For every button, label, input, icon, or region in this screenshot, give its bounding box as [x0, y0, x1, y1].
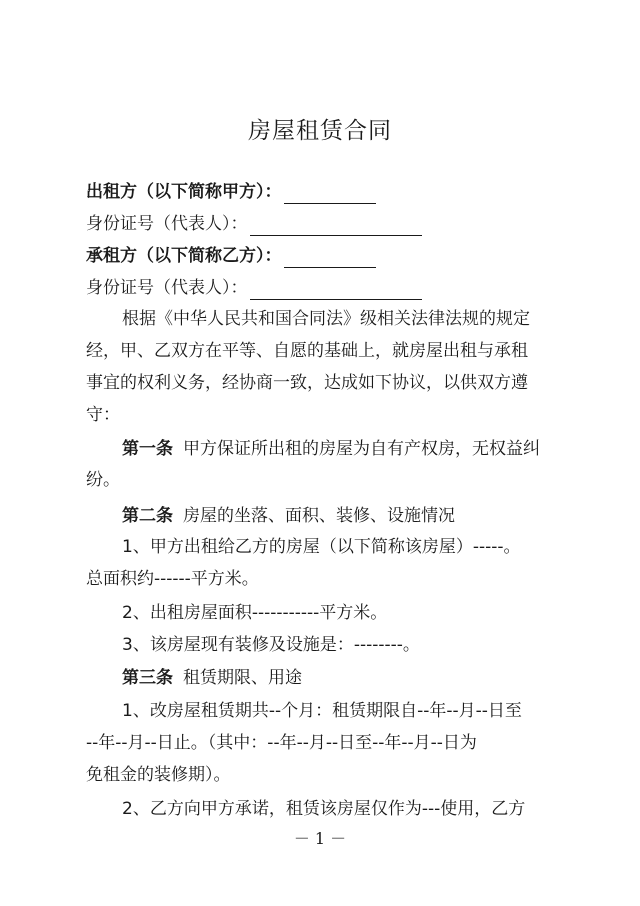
article1-line-2: 纷。 — [86, 470, 120, 490]
article1-line-1 — [122, 437, 540, 461]
lessor-id-blank[interactable] — [250, 217, 422, 236]
article2-heading: 第二条 — [122, 506, 173, 526]
article3-item1-line3: 免租金的装修期）。 — [86, 765, 231, 785]
article1-text: 甲方保证所出租的房屋为自有产权房，无权益纠 — [183, 439, 540, 459]
lessor-id-label: 身份证号（代表人）： — [86, 214, 248, 234]
article2-item2: 2、出租房屋面积-----------平方米。 — [122, 603, 388, 623]
preamble-line-3: 事宜的权利义务，经协商一致，达成如下协议，以供双方遵 — [86, 373, 528, 393]
page-number: － 1 － — [293, 829, 347, 848]
lessor-label: 出租方（以下简称甲方）： — [86, 182, 282, 202]
lessee-id-blank[interactable] — [250, 281, 422, 300]
lessee-id-label: 身份证号（代表人）： — [86, 278, 248, 298]
lessee-line — [86, 244, 376, 268]
article3-heading-line — [122, 666, 302, 690]
article2-item1-line2: 总面积约------平方米。 — [86, 569, 259, 589]
document-title: 房屋租赁合同 — [248, 118, 392, 144]
article3-heading: 第三条 — [122, 668, 173, 688]
article2-item1-line1: 1、甲方出租给乙方的房屋（以下简称该房屋）-----。 — [122, 537, 521, 557]
lessee-id-line — [86, 276, 422, 300]
article3-item1-line1: 1、改房屋租赁期共--个月：租赁期限自--年--月--日至 — [122, 701, 522, 721]
lessee-blank[interactable] — [284, 249, 376, 268]
preamble-line-2: 经，甲、乙双方在平等、自愿的基础上，就房屋出租与承租 — [86, 341, 528, 361]
article1-heading: 第一条 — [122, 439, 173, 459]
lessee-label: 承租方（以下简称乙方）： — [86, 246, 282, 266]
lessor-id-line — [86, 212, 422, 236]
lessor-line — [86, 180, 376, 204]
preamble-line-1: 根据《中华人民共和国合同法》级相关法律法规的规定 — [122, 309, 530, 329]
article3-item2-line1: 2、乙方向甲方承诺，租赁该房屋仅作为---使用，乙方 — [122, 799, 526, 819]
article3-text: 租赁期限、用途 — [183, 668, 302, 688]
lessor-blank[interactable] — [284, 185, 376, 204]
article2-heading-line — [122, 504, 455, 528]
article2-item3: 3、该房屋现有装修及设施是：--------。 — [122, 635, 420, 655]
preamble-line-4: 守： — [86, 405, 120, 425]
article3-item1-line2: --年--月--日止。（其中：--年--月--日至--年--月--日为 — [86, 733, 477, 753]
article2-text: 房屋的坐落、面积、装修、设施情况 — [183, 506, 455, 526]
